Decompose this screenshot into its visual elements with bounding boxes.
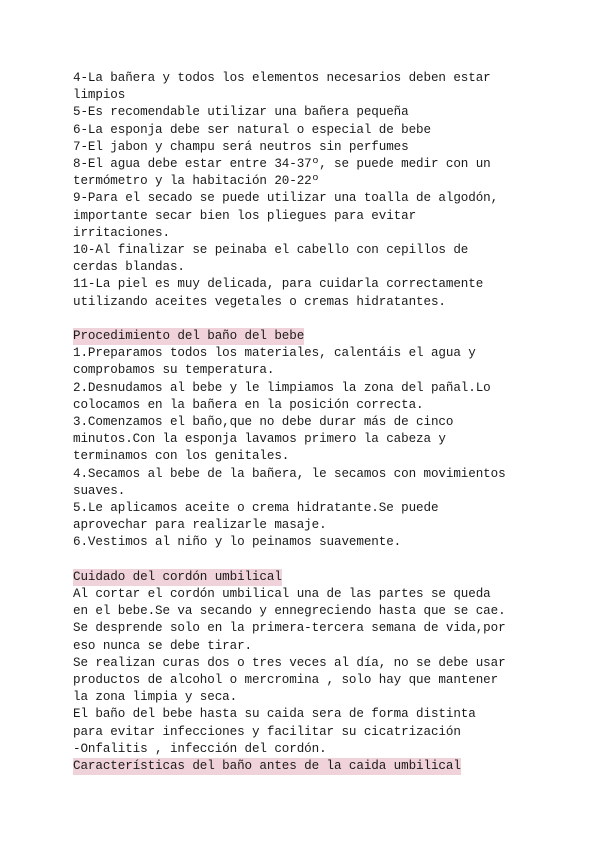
list-line: utilizando aceites vegetales o cremas hidratantes. [73,294,446,309]
umbilical-cord-heading: Cuidado del cordón umbilical [73,569,282,586]
procedure-line: colocamos en la bañera en la posición correcta. [73,397,424,412]
document-page [73,70,573,775]
procedure-line: 5.Le aplicamos aceite o crema hidratante.Se puede [73,501,439,516]
list-line: importante secar bien los pliegues para evitar [73,208,417,223]
care-list-continued [73,70,573,311]
umbilical-cord-section [73,569,573,758]
cord-line: El baño del bebe hasta su caida sera de forma distinta [73,707,476,722]
procedure-line: comprobamos su temperatura. [73,363,275,378]
list-line: 6-La esponja debe ser natural o especial de bebe [73,122,431,137]
cord-line: Se desprende solo en la primera-tercera semana de vida,por [73,621,506,636]
cord-line: Al cortar el cordón umbilical una de las partes se queda [73,587,491,602]
procedure-line: aprovechar para realizarle masaje. [73,518,327,533]
list-line: 7-El jabon y champu será neutros sin perfumes [73,139,409,154]
procedure-line: suaves. [73,483,126,498]
procedure-line: terminamos con los genitales. [73,449,290,464]
list-line: limpios [73,88,126,103]
cord-line: la zona limpia y seca. [73,690,238,705]
list-line: 5-Es recomendable utilizar una bañera pequeña [73,105,409,120]
list-line: irritaciones. [73,225,170,240]
cord-line: eso nunca se debe tirar. [73,638,252,653]
list-line: 11-La piel es muy delicada, para cuidarla correctamente [73,277,484,292]
procedure-line: minutos.Con la esponja lavamos primero la cabeza y [73,432,446,447]
cord-line: productos de alcohol o mercromina , solo hay que mantener [73,673,499,688]
procedure-line: 6.Vestimos al niño y lo peinamos suavemente. [73,535,402,550]
cord-line: para evitar infecciones y facilitar su cicatrización [73,724,461,739]
list-line: 9-Para el secado se puede utilizar una toalla de algodón, [73,191,499,206]
bath-features-heading: Características del baño antes de la caida umbilical [73,758,461,775]
cord-line: -Onfalitis , infección del cordón. [73,741,327,756]
bath-procedure-heading: Procedimiento del baño del bebe [73,328,304,345]
list-line: termómetro y la habitación 20-22º [73,174,320,189]
procedure-line: 1.Preparamos todos los materiales, calentáis el agua y [73,346,476,361]
list-line: 8-El agua debe estar entre 34-37º, se puede medir con un [73,157,491,172]
procedure-line: 3.Comenzamos el baño,que no debe durar más de cinco [73,415,454,430]
procedure-line: 2.Desnudamos al bebe y le limpiamos la zona del pañal.Lo [73,380,491,395]
list-line: 4-La bañera y todos los elementos necesarios deben estar [73,71,491,85]
paragraph-gap [73,552,573,569]
paragraph-gap [73,311,573,328]
bath-features-section [73,758,573,775]
list-line: cerdas blandas. [73,260,185,275]
procedure-line: 4.Secamos al bebe de la bañera, le secamos con movimientos [73,466,506,481]
list-line: 10-Al finalizar se peinaba el cabello con cepillos de [73,243,469,258]
cord-line: en el bebe.Se va secando y ennegreciendo hasta que se cae. [73,604,506,619]
cord-line: Se realizan curas dos o tres veces al día, no se debe usar [73,655,506,670]
bath-procedure-section [73,328,573,552]
